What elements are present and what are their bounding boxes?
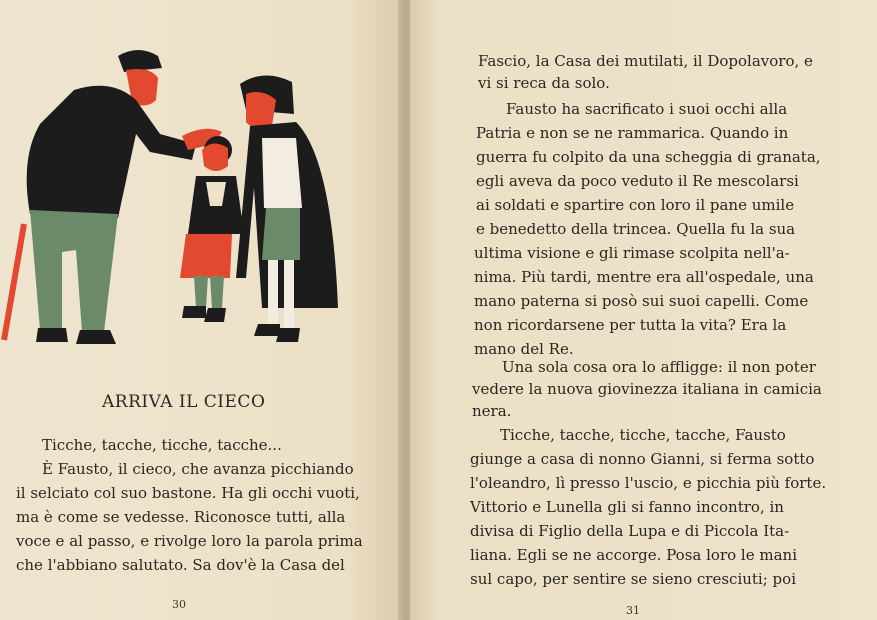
- text-line: mano del Re.: [474, 340, 574, 358]
- text-line: nera.: [472, 402, 512, 420]
- text-line: il selciato col suo bastone. Ha gli occhi vuoti,: [16, 484, 360, 502]
- blind-man-figure: [27, 50, 222, 344]
- text-line: Fascio, la Casa dei mutilati, il Dopolavoro, e: [478, 52, 813, 70]
- text-line: l'oleandro, lì presso l'uscio, e picchia più forte.: [470, 474, 827, 492]
- page-number: 30: [172, 598, 186, 611]
- text-line: e benedetto della trincea. Quella fu la sua: [476, 220, 796, 238]
- text-line: che l'abbiano salutato. Sa dov'è la Casa del: [16, 556, 345, 574]
- boy-figure: [180, 136, 244, 322]
- text-line: È Fausto, il cieco, che avanza picchiando: [42, 460, 354, 478]
- text-line: Vittorio e Lunella gli si fanno incontro, in: [470, 498, 784, 516]
- text-line: ultima visione e gli rimase scolpita nell'a-: [474, 244, 790, 262]
- text-line: nima. Più tardi, mentre era all'ospedale, una: [474, 268, 814, 286]
- text-line: non ricordarsene per tutta la vita? Era la: [474, 316, 787, 334]
- text-line: giunge a casa di nonno Gianni, si ferma sotto: [470, 450, 815, 468]
- text-line: Ticche, tacche, ticche, tacche...: [42, 436, 282, 454]
- text-line: mano paterna si posò sui suoi capelli. Come: [474, 292, 809, 310]
- text-line: Una sola cosa ora lo affligge: il non poter: [502, 358, 816, 376]
- text-line: Patria e non se ne rammarica. Quando in: [476, 124, 789, 142]
- text-line: divisa di Figlio della Lupa e di Piccola Ita-: [470, 522, 790, 540]
- text-line: Fausto ha sacrificato i suoi occhi alla: [506, 100, 788, 118]
- left-page: [0, 0, 403, 620]
- text-line: voce e al passo, e rivolge loro la parola prima: [16, 532, 363, 550]
- text-line: Ticche, tacche, ticche, tacche, Fausto: [500, 426, 786, 444]
- girl-figure: [236, 75, 338, 342]
- text-line: egli aveva da poco veduto il Re mescolarsi: [476, 172, 799, 190]
- chapter-heading: ARRIVA IL CIECO: [102, 392, 266, 412]
- walking-cane: [4, 224, 24, 340]
- text-line: sul capo, per sentire se sieno cresciuti; poi: [470, 570, 796, 588]
- text-line: ai soldati e spartire con loro il pane umile: [476, 196, 795, 214]
- illustration: [0, 38, 350, 358]
- text-line: vi si reca da solo.: [478, 74, 610, 92]
- text-line: liana. Egli se ne accorge. Posa loro le mani: [470, 546, 797, 564]
- text-line: vedere la nuova giovinezza italiana in camicia: [472, 380, 822, 398]
- right-page: [410, 0, 877, 620]
- text-line: guerra fu colpito da una scheggia di granata,: [476, 148, 821, 166]
- text-line: ma è come se vedesse. Riconosce tutti, alla: [16, 508, 346, 526]
- page-number: 31: [626, 604, 640, 617]
